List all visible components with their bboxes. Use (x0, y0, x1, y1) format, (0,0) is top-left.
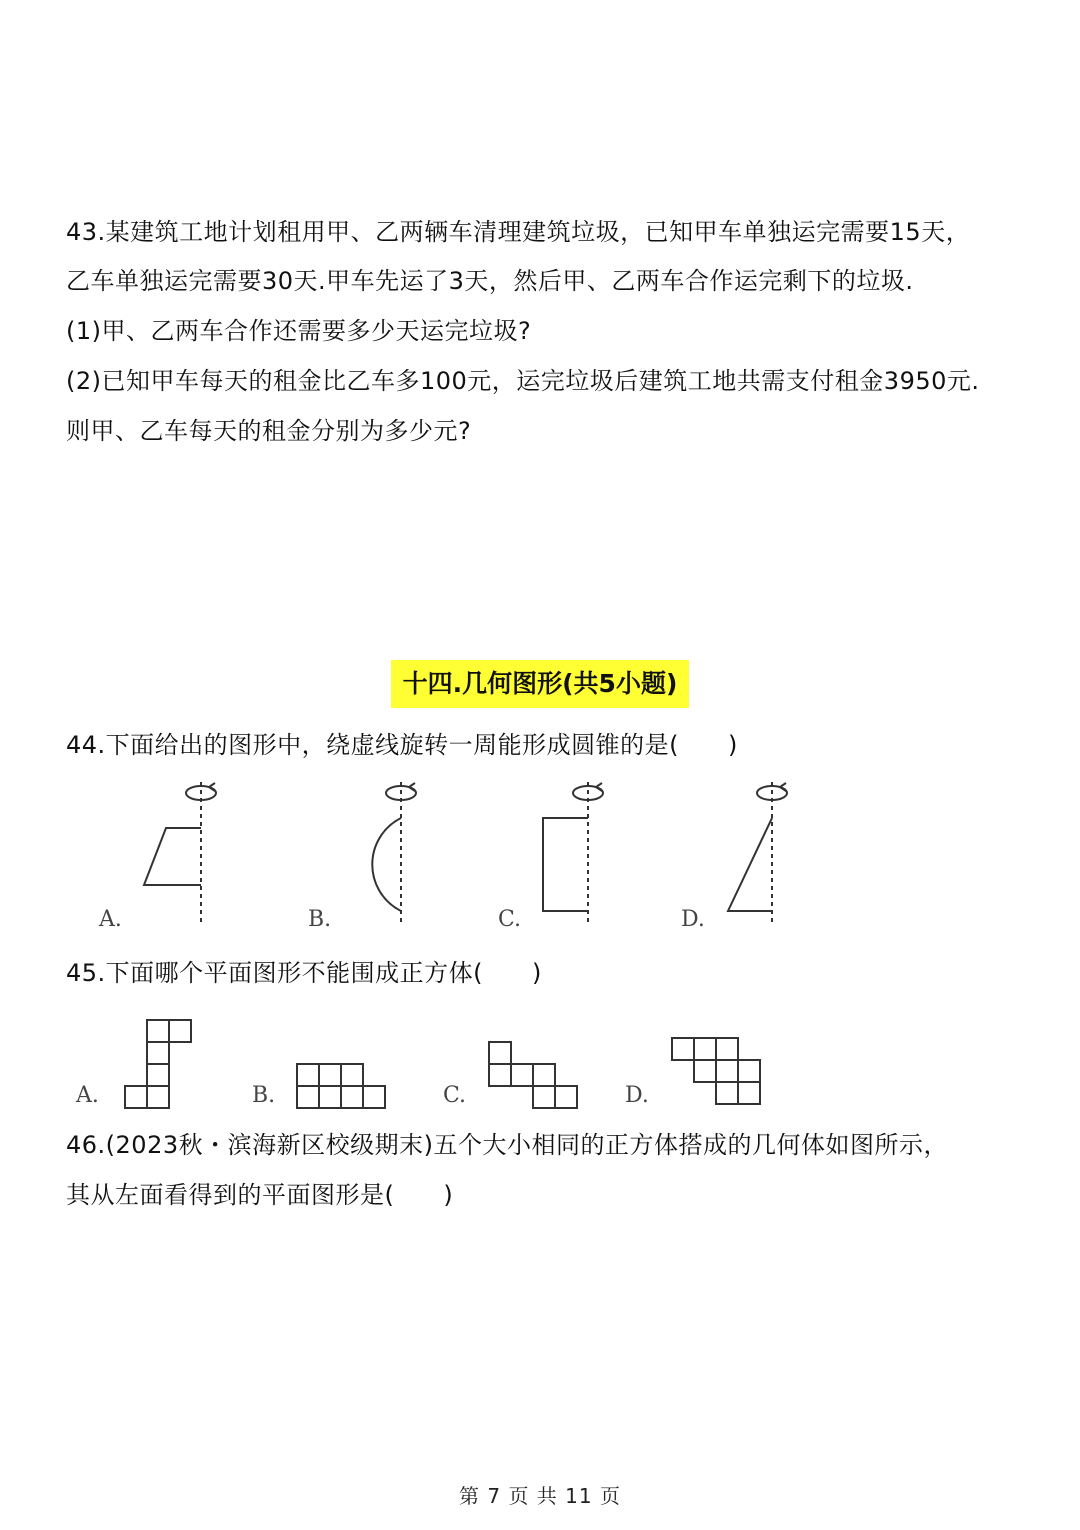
trapezoid-shape (144, 828, 201, 885)
rectangle-shape (543, 818, 588, 911)
q43-part2a: (2)已知甲车每天的租金比乙车多100元，运完垃圾后建筑工地共需支付租金3950元. (66, 367, 980, 395)
section-title: 十四.几何图形(共5小题) (391, 660, 689, 708)
q44-figure-c (543, 782, 603, 926)
option-d-label: D. (681, 907, 705, 932)
q43-line2: 乙车单独运完需要30天.甲车先运了3天，然后甲、乙两车合作运完剩下的垃圾. (66, 267, 914, 295)
q45-net-figures (66, 1012, 786, 1112)
q45-net-a (125, 1020, 191, 1108)
q44-rotation-figures (66, 778, 826, 934)
q46-line1: 46.(2023秋・滨海新区校级期末)五个大小相同的正方体搭成的几何体如图所示， (66, 1131, 948, 1159)
q43-part1: (1)甲、乙两车合作还需要多少天运完垃圾? (66, 317, 532, 345)
q45-stem: 45.下面哪个平面图形不能围成正方体( ) (66, 959, 542, 987)
triangle-shape (728, 818, 772, 911)
page-footer: 第 7 页 共 11 页 (459, 1484, 621, 1508)
semicircle-shape (372, 818, 401, 911)
q46-line2: 其从左面看得到的平面图形是( ) (66, 1181, 454, 1209)
option-c-label: C. (498, 907, 522, 932)
q43-part2b: 则甲、乙车每天的租金分别为多少元? (66, 417, 472, 445)
option-a-label: A. (76, 1083, 99, 1108)
q44-figure-d (728, 782, 787, 926)
option-c-label: C. (443, 1083, 467, 1108)
option-b-label: B. (252, 1083, 276, 1108)
q45-net-b (297, 1064, 385, 1108)
q44-figure-a (144, 782, 216, 926)
q43-line1: 43.某建筑工地计划租用甲、乙两辆车清理建筑垃圾，已知甲车单独运完需要15天， (66, 218, 971, 246)
q44-figure-b (372, 782, 416, 926)
q44-stem: 44.下面给出的图形中，绕虚线旋转一周能形成圆锥的是( ) (66, 731, 738, 759)
q45-net-d (672, 1038, 760, 1104)
option-a-label: A. (99, 907, 122, 932)
option-d-label: D. (625, 1083, 649, 1108)
option-b-label: B. (308, 907, 332, 932)
q45-net-c (489, 1042, 577, 1108)
